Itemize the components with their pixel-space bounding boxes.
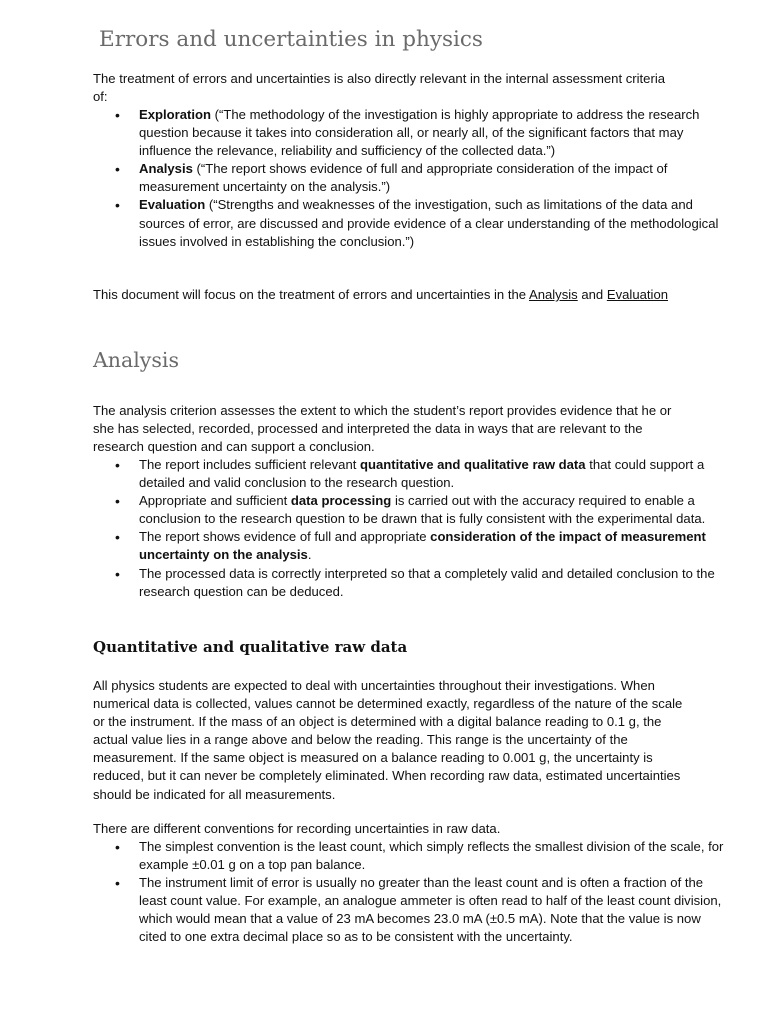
list-item: • The processed data is correctly interpreted so that a completely valid and detailed conclusion to the research question can be deduced.	[139, 565, 729, 601]
criterion-text: (“The methodology of the investigation is highly appropriate to address the research question because it takes into consideration all, or nearly all, of the significant factors that may influence the relevance, reliability and sufficiency of the collected data.”)	[139, 107, 700, 159]
criteria-list	[93, 106, 729, 251]
raw-data-heading: Quantitative and qualitative raw data	[93, 638, 408, 656]
criterion-name: Exploration	[139, 107, 212, 122]
analysis-link[interactable]: Analysis	[528, 287, 578, 302]
criterion-text: (“The report shows evidence of full and appropriate consideration of the impact of measurement uncertainty on the analysis.”)	[139, 161, 668, 195]
focus-paragraph: This document will focus on the treatment of errors and uncertainties in the Analysis and Evaluation	[93, 287, 669, 302]
conventions-intro: There are different conventions for recording uncertainties in raw data.	[93, 821, 501, 836]
evaluation-link[interactable]: Evaluation	[606, 287, 669, 302]
list-item: • The simplest convention is the least count, which simply reflects the smallest division of the scale, for example ±0.01 g on a top pan balance.	[139, 838, 729, 874]
page-title: Errors and uncertainties in physics	[99, 27, 483, 52]
list-item: • The report shows evidence of full and appropriate consideration of the impact of measurement uncertainty on the analysis.	[139, 528, 729, 564]
list-item: • The report includes sufficient relevant quantitative and qualitative raw data that could support a detailed and valid conclusion to the research question.	[139, 456, 729, 492]
analysis-intro: The analysis criterion assesses the extent to which the student’s report provides evidence that he or she has selected, recorded, processed and interpreted the data in ways that are relevant to the research question and can support a conclusion.	[93, 403, 672, 455]
intro-paragraph: The treatment of errors and uncertainties is also directly relevant in the internal assessment criteria of:	[93, 71, 666, 105]
criterion-name: Analysis	[139, 161, 193, 177]
criterion-name: Evaluation	[139, 197, 206, 213]
list-item	[139, 196, 729, 250]
analysis-heading: Analysis	[93, 348, 179, 372]
list-item: • Appropriate and sufficient data processing is carried out with the accuracy required to enable a conclusion to the research question to be drawn that is fully consistent with the experimental data.	[139, 492, 729, 528]
list-item: • The instrument limit of error is usually no greater than the least count and is often a fraction of the least count value. For example, an analogue ammeter is often read to half of the least count division, which would mean that a value of 23 mA becomes 23.0 mA (±0.5 mA). Note that the value is now cited to one extra decimal place so as to be consistent with the uncertainty.	[139, 874, 729, 946]
analysis-list	[93, 456, 729, 601]
raw-data-paragraph: All physics students are expected to deal with uncertainties throughout their investigations. When numerical data is collected, values cannot be determined exactly, regardless of the nature of the scale or the instrument. If the mass of an object is determined with a digital balance reading to 0.1 g, the actual value lies in a range above and below the reading. This range is the uncertainty of the measurement. If the same object is measured on a balance reading to 0.001 g, the uncertainty is reduced, but it can never be completely eliminated. When recording raw data, estimated uncertainties should be indicated for all measurements.	[93, 678, 683, 802]
conventions-list	[93, 838, 729, 947]
list-item	[139, 160, 729, 196]
criterion-text: (“Strengths and weaknesses of the investigation, such as limitations of the data and sources of error, are discussed and provide evidence of a clear understanding of the methodological issues involved in establishing the conclusion.”)	[139, 197, 719, 249]
list-item	[139, 106, 729, 160]
